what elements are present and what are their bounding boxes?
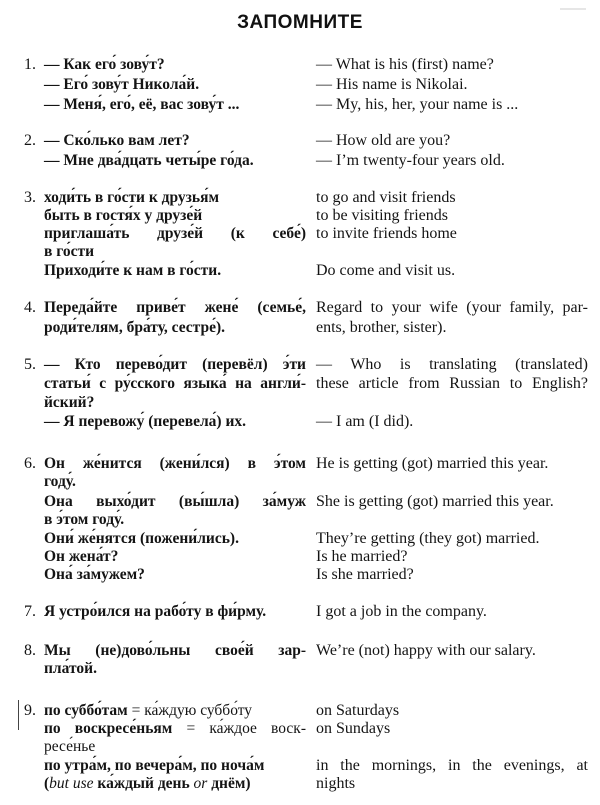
- en-line: I got a job in the company.: [316, 603, 487, 620]
- en-line: on Saturdays: [316, 702, 400, 719]
- item-number: 9.: [24, 702, 36, 719]
- ru-line: [44, 720, 306, 738]
- ru-line: Переда́йте приве́т жене́ (семье́,: [44, 299, 306, 316]
- en-line: — I am (I did).: [316, 413, 414, 430]
- en-line: to go and visit friends: [316, 189, 456, 206]
- ru-line: статьи́ с ру́сского языка́ на англи́-: [44, 375, 306, 392]
- en-line: She is getting (got) married this year.: [316, 493, 554, 510]
- en-line: Is he married?: [316, 548, 408, 565]
- en-line: to invite friends home: [316, 225, 457, 242]
- ru-bold-term: ка́ждый день: [93, 775, 194, 792]
- ru-line: — Как его́ зову́т?: [44, 56, 165, 73]
- item-number: 3.: [24, 189, 36, 206]
- en-line: — What is his (first) name?: [316, 56, 494, 73]
- en-line: in the mornings, in the evenings, at: [316, 757, 588, 774]
- item-number: 5.: [24, 356, 36, 373]
- ru-line: — Меня́, его́, её, вас зову́т ...: [44, 96, 240, 113]
- en-line: We’re (not) happy with our salary.: [316, 642, 536, 659]
- ru-line: ресе́нье: [44, 738, 96, 755]
- en-line: — My, his, her, your name is ...: [316, 96, 519, 113]
- en-line: on Sundays: [316, 720, 391, 737]
- en-line: ents, brother, sister).: [316, 319, 447, 336]
- ru-bold-term: по суббо́там: [44, 702, 128, 719]
- scan-margin-mark: [18, 700, 19, 730]
- ru-line: [44, 775, 306, 793]
- ru-line: Он жена́т?: [44, 548, 119, 565]
- item-number: 7.: [24, 603, 36, 620]
- item-number: 2.: [24, 132, 36, 149]
- scan-speck: [560, 8, 586, 10]
- item-number: 8.: [24, 642, 36, 659]
- ru-line: пла́той.: [44, 660, 97, 677]
- en-line: — His name is Nikolai.: [316, 76, 468, 93]
- en-line: nights: [316, 775, 356, 792]
- ru-line: ходи́ть в го́сти к друзья́м: [44, 189, 220, 206]
- ru-line: по утра́м, по вечера́м, по ноча́м: [44, 757, 265, 774]
- ru-line: Они́ же́нятся (пожени́лись).: [44, 530, 239, 547]
- item-number: 4.: [24, 299, 36, 316]
- en-line: Do come and visit us.: [316, 262, 456, 279]
- en-line: — How old are you?: [316, 132, 451, 149]
- ru-line: приглаша́ть друзе́й (к себе́): [44, 225, 306, 242]
- ru-line: Я устро́ился на рабо́ту в фи́рму.: [44, 603, 267, 620]
- en-line: Is she married?: [316, 566, 414, 583]
- en-line: these article from Russian to English?: [316, 375, 588, 392]
- ru-bold-term: по воскресе́ньям: [44, 720, 173, 737]
- ru-line: Приходи́те к нам в го́сти.: [44, 262, 222, 279]
- ru-equivalent: = ка́ждую суббо́ту: [127, 702, 253, 719]
- ru-line: Он же́нится (жени́лся) в э́том: [44, 455, 306, 472]
- ru-line: Она́ за́мужем?: [44, 566, 145, 583]
- item-number: 6.: [24, 455, 36, 472]
- ru-line: Она выхо́дит (вы́шла) за́муж: [44, 493, 306, 510]
- ru-line: — Кто перево́дит (перевёл) э́ти: [44, 356, 306, 373]
- ru-line: — Его́ зову́т Никола́й.: [44, 76, 200, 93]
- ru-line: в го́сти: [44, 243, 95, 260]
- ru-line: роди́телям, бра́ту, сестре́).: [44, 319, 226, 336]
- ru-bold-term: днём): [207, 775, 251, 792]
- page-title: ЗАПОМНИТЕ: [237, 12, 363, 33]
- ru-note-italic: but use: [49, 775, 94, 792]
- ru-line: Мы (не)дово́льны свое́й зар-: [44, 642, 306, 659]
- ru-line: — Я перевожу́ (перевела́) их.: [44, 413, 247, 430]
- ru-note-italic: or: [193, 775, 208, 792]
- en-line: — I’m twenty-four years old.: [316, 152, 505, 169]
- en-line: He is getting (got) married this year.: [316, 455, 549, 472]
- ru-line: [44, 702, 306, 720]
- en-line: Regard to your wife (your family, par-: [316, 299, 588, 316]
- ru-line: быть в гостя́х у друзе́й: [44, 207, 203, 224]
- ru-equivalent: = ка́ждое воск-: [172, 720, 306, 737]
- ru-paren-open: (: [44, 775, 50, 792]
- en-line: They’re getting (they got) married.: [316, 530, 540, 547]
- ru-line: — Ско́лько вам лет?: [44, 132, 190, 149]
- item-number: 1.: [24, 56, 36, 73]
- en-line: to be visiting friends: [316, 207, 448, 224]
- ru-line: йский?: [44, 394, 95, 411]
- ru-line: — Мне два́дцать четы́ре го́да.: [44, 152, 254, 169]
- ru-line: году́.: [44, 473, 76, 490]
- ru-line: в э́том году́.: [44, 511, 125, 528]
- en-line: — Who is translating (translated): [316, 356, 588, 373]
